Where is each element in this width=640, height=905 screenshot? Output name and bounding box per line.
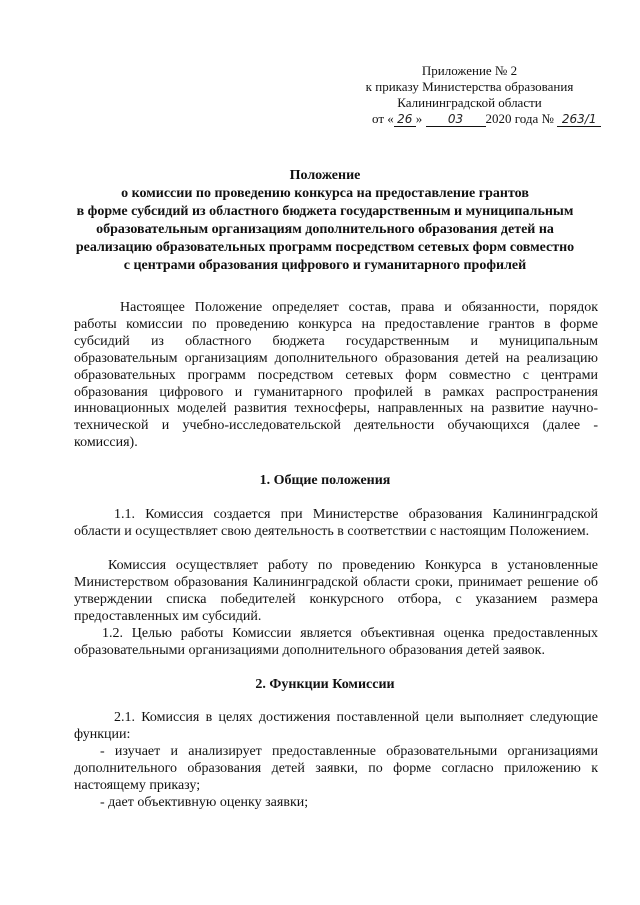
title-line-1: Положение	[289, 168, 361, 183]
handwritten-day: 26	[394, 112, 416, 127]
appendix-block	[352, 63, 597, 127]
title-line-5: реализацию образовательных программ посредством сетевых форм совместно	[75, 240, 575, 255]
section-2-heading: 2. Функции Комиссии	[255, 677, 395, 692]
title-line-4: образовательным организациям дополнительного образования детей на	[96, 222, 554, 237]
date-prefix: от «	[372, 111, 394, 126]
title-line-6: с центрами образования цифрового и гуманитарного профилей	[123, 258, 527, 273]
section-2-paragraph-2: - изучает и анализирует предоставленные образовательными организациями дополнительного образования детей заявки, по форме согласно приложению к настоящему приказу;	[74, 744, 598, 793]
title-line-3: в форме субсидий из областного бюджета государственным и муниципальным	[76, 204, 574, 219]
section-1-paragraph-1: 1.1. Комиссия создается при Министерстве образования Калининградской области и осуществляет свою деятельность в соответствии с настоящим Положением.	[74, 507, 598, 539]
section-1-paragraph-3: 1.2. Целью работы Комиссии является объективная оценка предоставленных образовательными организациями дополнительного образования детей заявок.	[74, 626, 598, 658]
intro-paragraph: Настоящее Положение определяет состав, права и обязанности, порядок работы комиссии по проведению конкурса на предоставление грантов в форме субсидий из областного бюджета государственным и муниципальным образовательным организациям дополнительного образования детей на реализацию образовательных программ посредством сетевых форм совместно с центрами образования цифрового и гуманитарного профилей в рамках распространения инновационных моделей развития техносферы, направленных на развитие научно-технической и учебно-исследовательской деятельности обучающихся (далее - комиссия).	[74, 300, 598, 451]
section-2-paragraph-3: - дает объективную оценку заявки;	[100, 795, 309, 810]
appendix-line-2: к приказу Министерства образования	[365, 79, 574, 94]
appendix-date-line	[352, 111, 597, 127]
handwritten-month: 03	[426, 112, 486, 127]
section-2-paragraph-1: 2.1. Комиссия в целях достижения поставленной цели выполняет следующие функции:	[74, 710, 598, 742]
handwritten-order-number: 263/1	[557, 112, 601, 127]
appendix-line-3: Калининградской области	[397, 95, 542, 110]
title-line-2: о комиссии по проведению конкурса на предоставление грантов	[121, 186, 529, 201]
appendix-line-1: Приложение № 2	[421, 63, 518, 78]
document-title	[60, 167, 590, 275]
date-year: 2020 года №	[485, 111, 554, 126]
section-1-paragraph-2: Комиссия осуществляет работу по проведению Конкурса в установленные Министерством образования Калининградской области сроки, принимает решение об утверждении списка победителей конкурсного отбора, с указанием размера предоставленных им субсидий.	[74, 558, 598, 624]
date-mid: »	[415, 111, 423, 126]
section-1-heading: 1. Общие положения	[259, 473, 391, 488]
